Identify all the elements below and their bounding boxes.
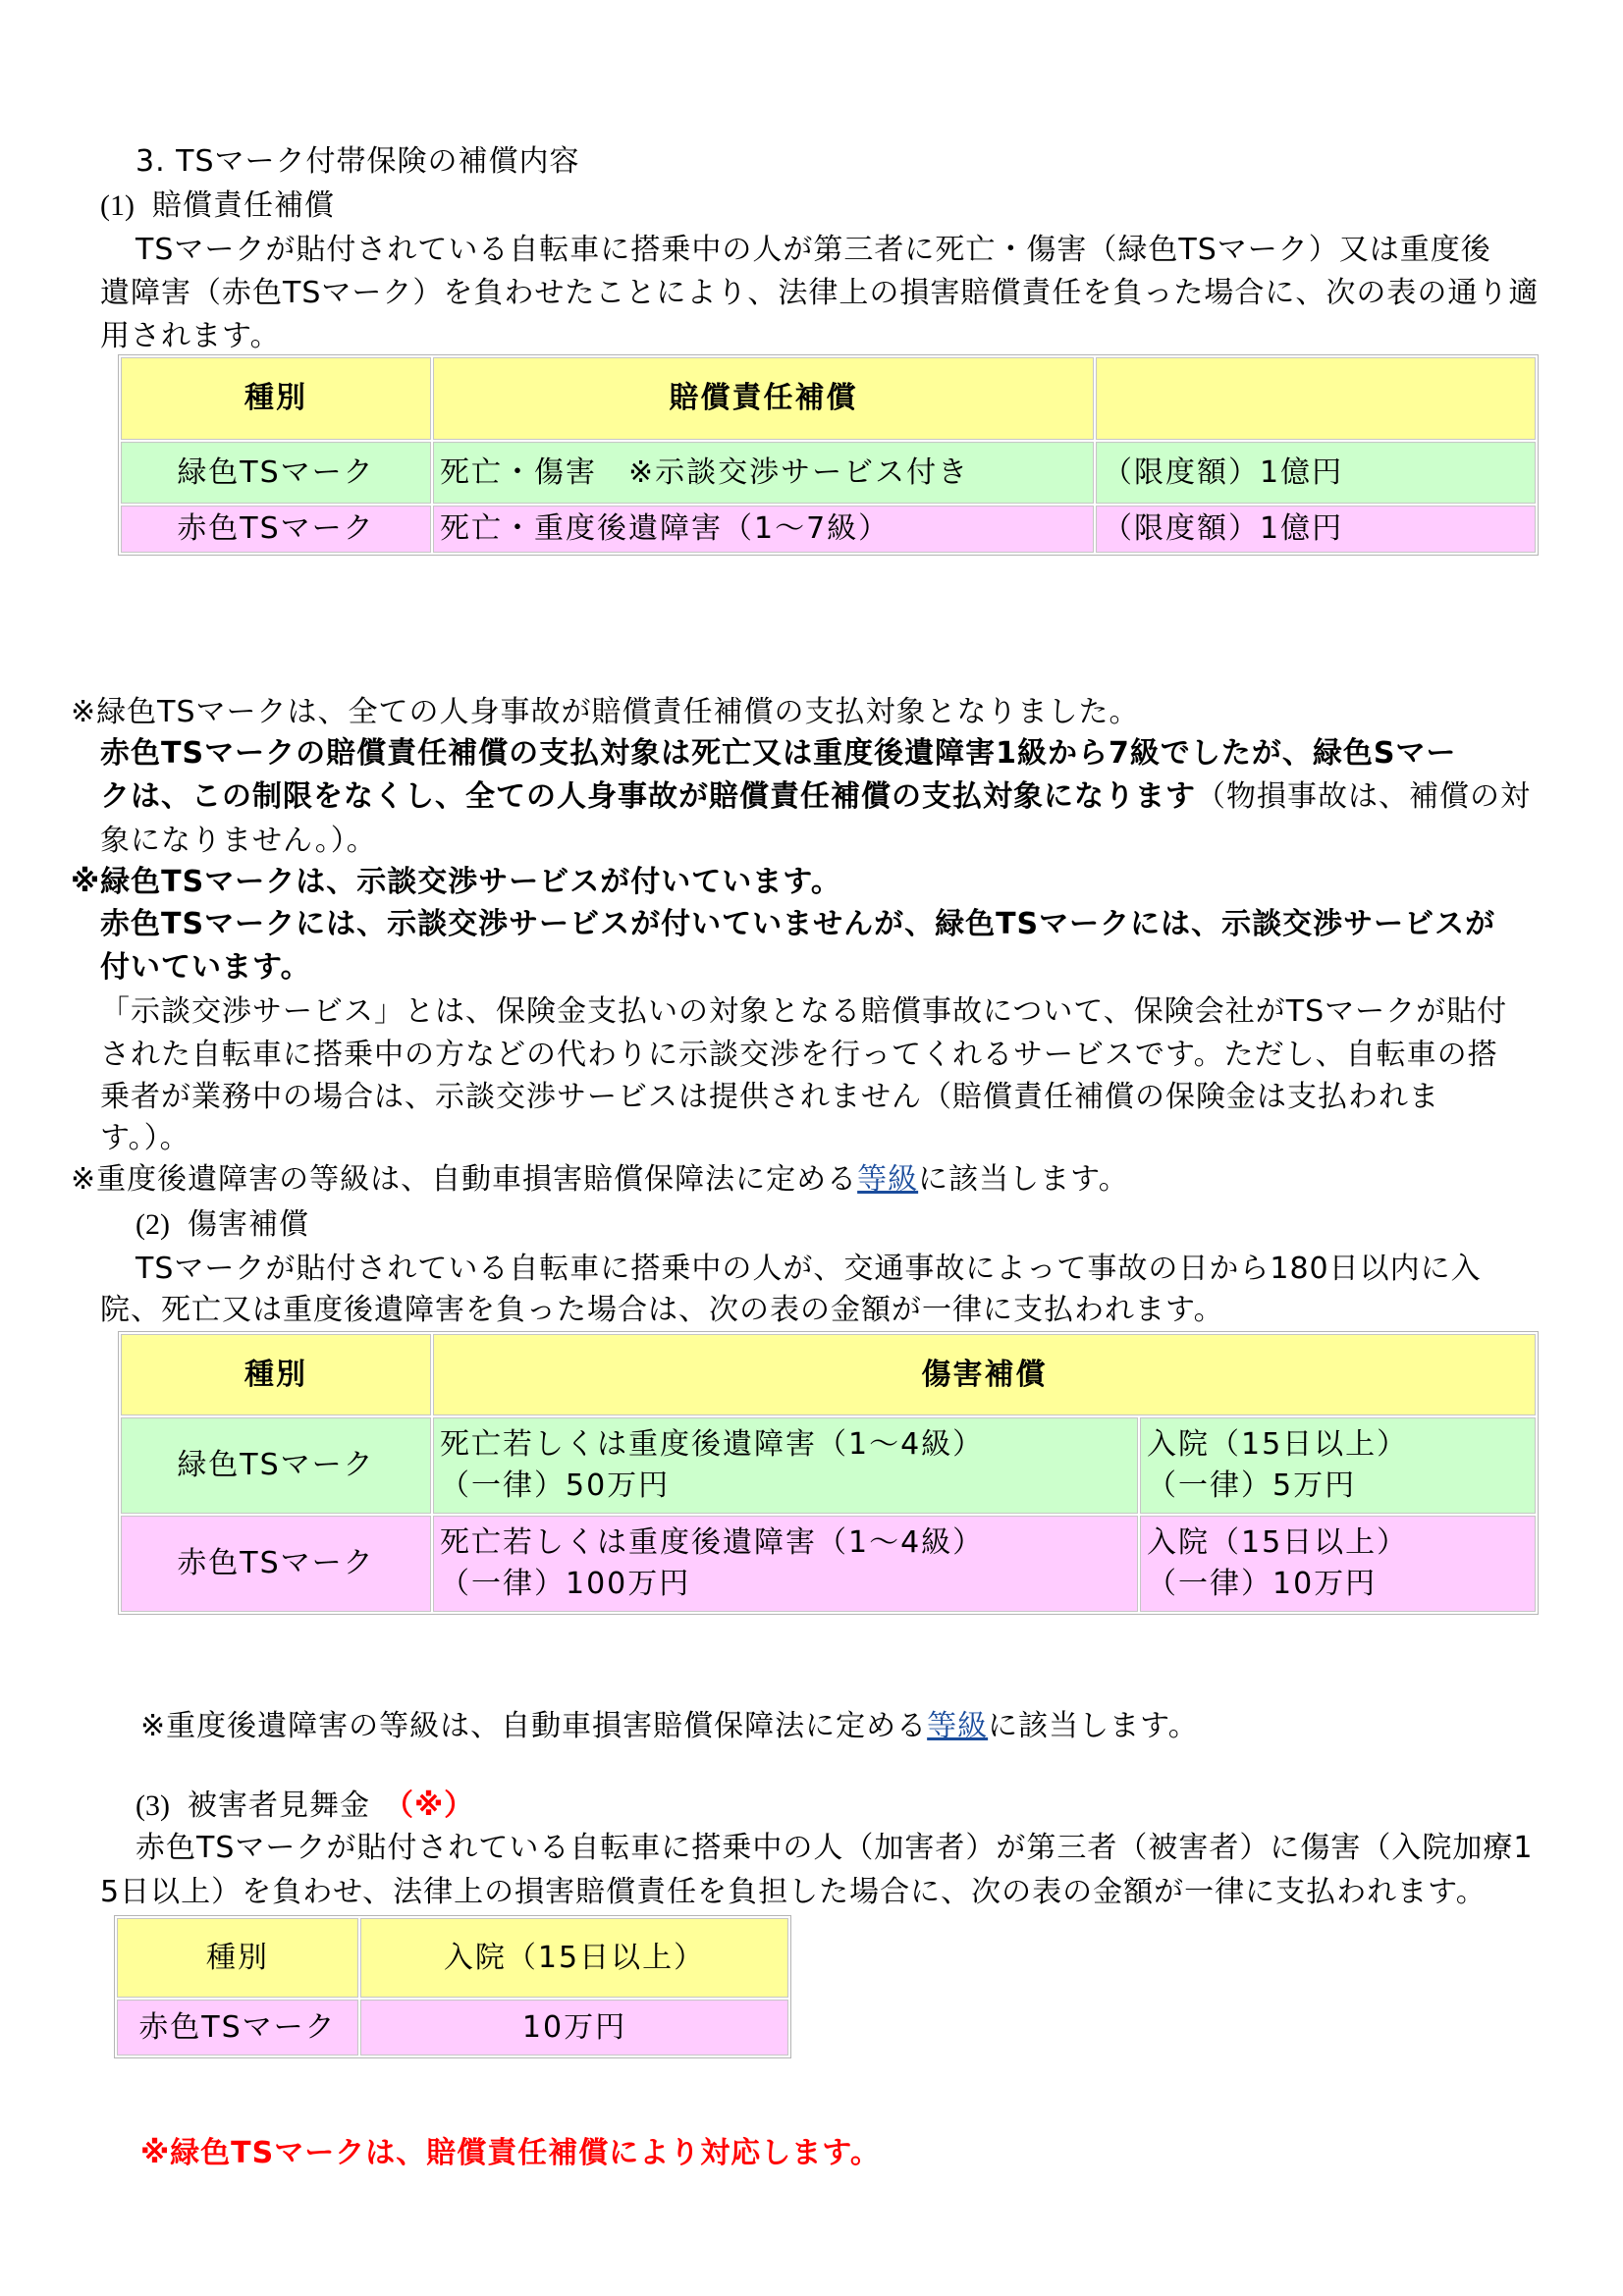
note-1-detail-plain: 象になりません。）。 (100, 824, 377, 858)
subsection-1-number: (1) (100, 189, 135, 222)
note-2-description-line: 「示談交渉サービス」とは、保険金支払いの対象となる賠償事故について、保険会社がTSマークが貼付 (100, 994, 1508, 1029)
cell-death (433, 1516, 1138, 1612)
subsection-1-label: 賠償責任補償 (151, 188, 335, 223)
table-row (117, 2000, 788, 2056)
s3-paragraph-line: 赤色TSマークが貼付されている自転車に搭乗中の人（加害者）が第三者（被害者）に傷害（入院加療1 (135, 1831, 1534, 1865)
s1-paragraph-line: 遺障害（赤色TSマーク）を負わせたことにより、法律上の損害賠償責任を負った場合に、次の表の通り適 (100, 276, 1540, 310)
s2-note (140, 1705, 1199, 1748)
note-3-prefix: ※重度後遺障害の等級は、自動車損害賠償保障法に定める (71, 1162, 858, 1197)
note-2-detail-bold: 付いています。 (100, 950, 311, 985)
header-type: 種別 (121, 357, 431, 440)
cell-death-amount: （一律）50万円 (440, 1468, 671, 1503)
table-header-row (121, 1334, 1536, 1415)
subsection-2-number: (2) (135, 1208, 170, 1241)
note-1-detail-line (100, 775, 1531, 819)
injury-table (118, 1331, 1539, 1615)
subsection-3-note-mark: （※） (383, 1789, 475, 1823)
s2-paragraph-line: 院、死亡又は重度後遺障害を負った場合は、次の表の金額が一律に支払われます。 (100, 1293, 1224, 1327)
cell-hospital-amount: （一律）10万円 (1147, 1567, 1378, 1601)
note-3 (71, 1158, 1129, 1201)
cell-hospital-condition: 入院（15日以上） (1147, 1525, 1409, 1560)
note-1: ※緑色TSマークは、全ての人身事故が賠償責任補償の支払対象となりました。 (71, 695, 1140, 729)
cell-hospital (1140, 1417, 1536, 1514)
cell-coverage: 死亡・傷害 ※示談交渉サービス付き (433, 442, 1094, 504)
cell-type: 赤色TSマーク (121, 506, 431, 553)
s2-note-suffix: に該当します。 (988, 1709, 1199, 1743)
s2-paragraph-line: TSマークが貼付されている自転車に搭乗中の人が、交通事故によって事故の日から180日以内に入 (135, 1252, 1482, 1286)
cell-type: 緑色TSマーク (121, 442, 431, 504)
header-type: 種別 (121, 1334, 431, 1415)
s3-paragraph-line: 5日以上）を負わせ、法律上の損害賠償責任を負担した場合に、次の表の金額が一律に支払われます。 (100, 1875, 1487, 1909)
subsection-3-label: 被害者見舞金 (187, 1789, 370, 1823)
note-1-detail-bold: クは、この制限をなくし、全ての人身事故が賠償責任補償の支払対象になります (100, 779, 1196, 814)
subsection-2-title (135, 1203, 309, 1247)
note-1-detail-bold: 赤色TSマークの賠償責任補償の支払対象は死亡又は重度後遺障害1級から7級でしたが、緑色Sマー (100, 736, 1457, 771)
cell-limit: （限度額）1億円 (1096, 506, 1536, 553)
subsection-2-label: 傷害補償 (187, 1207, 309, 1242)
s1-paragraph-line: 用されます。 (100, 319, 281, 353)
table-header-row (117, 1918, 788, 1998)
cell-type: 赤色TSマーク (117, 2000, 358, 2056)
consolation-table (114, 1915, 791, 2058)
header-type: 種別 (117, 1918, 358, 1998)
header-blank (1096, 357, 1536, 440)
note-2-detail-bold: 赤色TSマークには、示談交渉サービスが付いていませんが、緑色TSマークには、示談交渉サービスが (100, 907, 1496, 941)
header-injury: 傷害補償 (433, 1334, 1536, 1415)
cell-coverage: 死亡・重度後遺障害（1～7級） (433, 506, 1094, 553)
subsection-3-title (135, 1785, 474, 1828)
cell-type: 赤色TSマーク (121, 1516, 431, 1612)
cell-death-condition: 死亡若しくは重度後遺障害（1～4級） (440, 1427, 985, 1462)
cell-death-amount: （一律）100万円 (440, 1567, 691, 1601)
table-row (121, 1417, 1536, 1514)
cell-death (433, 1417, 1138, 1514)
table-row (121, 442, 1536, 504)
table-row (121, 506, 1536, 553)
note-2-description-line: 乗者が業務中の場合は、示談交渉サービスは提供されません（賠償責任補償の保険金は支払われま (100, 1080, 1439, 1114)
cell-hospital-condition: 入院（15日以上） (1147, 1427, 1409, 1462)
table-row (121, 1516, 1536, 1612)
subsection-1-title (100, 185, 335, 228)
table-header-row (121, 357, 1536, 440)
subsection-3-number: (3) (135, 1789, 170, 1822)
s2-note-prefix: ※重度後遺障害の等級は、自動車損害賠償保障法に定める (140, 1709, 928, 1743)
cell-type: 緑色TSマーク (121, 1417, 431, 1514)
note-2-description-line: された自転車に搭乗中の方などの代わりに示談交渉を行ってくれるサービスです。ただし、自転車の搭 (100, 1038, 1498, 1072)
header-hospitalization: 入院（15日以上） (360, 1918, 788, 1998)
cell-hospital (1140, 1516, 1536, 1612)
note-1-detail-plain: （物損事故は、補償の対 (1196, 779, 1531, 814)
note-3-suffix: に該当します。 (918, 1162, 1129, 1197)
cell-hospital-amount: （一律）5万円 (1147, 1468, 1357, 1503)
s1-paragraph-line: TSマークが貼付されている自転車に搭乗中の人が第三者に死亡・傷害（緑色TSマーク）又は重度後 (135, 233, 1491, 267)
cell-amount: 10万円 (360, 2000, 788, 2056)
section-heading: 3. TSマーク付帯保険の補償内容 (135, 144, 580, 179)
liability-table (118, 354, 1539, 556)
header-liability: 賠償責任補償 (433, 357, 1094, 440)
note-2-description-line: す。）。 (100, 1121, 190, 1155)
cell-limit: （限度額）1億円 (1096, 442, 1536, 504)
grade-link[interactable]: 等級 (927, 1709, 989, 1743)
footer-alert-note: ※緑色TSマークは、賠償責任補償により対応します。 (140, 2136, 881, 2170)
note-2: ※緑色TSマークは、示談交渉サービスが付いています。 (71, 865, 841, 899)
grade-link[interactable]: 等級 (857, 1162, 919, 1197)
cell-death-condition: 死亡若しくは重度後遺障害（1～4級） (440, 1525, 985, 1560)
